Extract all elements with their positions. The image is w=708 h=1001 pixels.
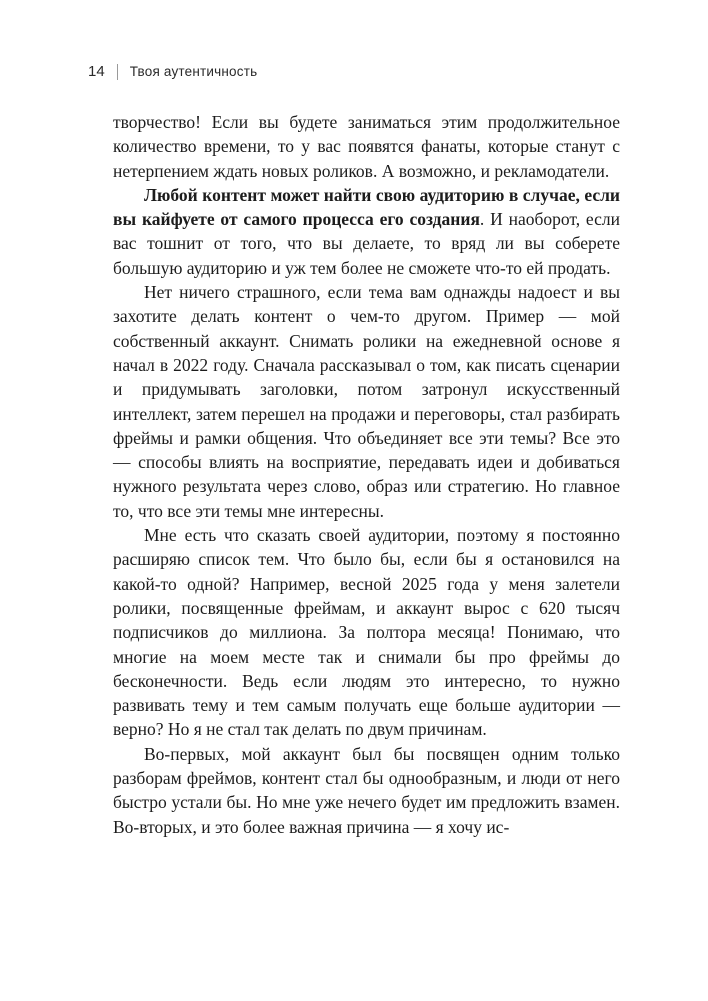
paragraph-text: Нет ничего страшного, если тема вам однажды надоест и вы захотите делать контент о чем-то другом. Пример — мой собственный аккаунт. Снимать ролики на ежедневной основе я начал в 2022 году. Сначала рассказывал о том, как писать сценарии и придумывать заголовки, потом затронул искусственный интеллект, затем перешел на продажи и переговоры, стал разбирать фреймы и рамки общения. Что объединяет все эти темы? Все это — способы влиять на восприятие, передавать идеи и добиваться нужного результата через слово, образ или стратегию. Но главное то, что все эти темы мне интересны. — [113, 282, 620, 521]
header-divider — [117, 64, 118, 80]
paragraph-text: творчество! Если вы будете заниматься этим продолжительное количество времени, то у вас появятся фанаты, которые станут с нетерпением ждать новых роликов. А возможно, и рекламодатели. — [113, 112, 620, 181]
paragraph-text: . И наоборот, если вас тошнит от того, что вы делаете, то вряд ли вы соберете большую аудиторию и уж тем более не сможете что-то ей продать. — [113, 209, 620, 278]
page-body — [113, 110, 620, 839]
paragraph — [113, 110, 620, 183]
paragraph — [113, 280, 620, 523]
page-header — [88, 63, 257, 80]
paragraph — [113, 742, 620, 839]
paragraph — [113, 183, 620, 280]
page-number: 14 — [88, 63, 105, 80]
paragraph-text: Во-первых, мой аккаунт был бы посвящен одним только разборам фреймов, контент стал бы однообразным, и люди от него быстро устали бы. Но мне уже нечего будет им предложить взамен. Во-вторых, и это более важная причина — я хочу ис- — [113, 743, 620, 837]
paragraph-bold-text: Любой контент может найти свою аудиторию в случае, если вы кайфуете от самого процесса его создания — [113, 184, 620, 230]
running-title: Твоя аутентичность — [129, 64, 258, 79]
paragraph-text: Мне есть что сказать своей аудитории, поэтому я постоянно расширяю список тем. Что было бы, если бы я остановился на какой-то одной? Например, весной 2025 года у меня залетели ролики, посвященные фреймам, и аккаунт вырос с 620 тысяч подписчиков до миллиона. За полтора месяца! Понимаю, что многие на моем месте так и снимали бы про фреймы до бесконечности. Ведь если людям это интересно, то нужно развивать тему и тем самым получать еще больше аудитории — верно? Но я не стал так делать по двум причинам. — [113, 525, 620, 740]
paragraph — [113, 523, 620, 742]
